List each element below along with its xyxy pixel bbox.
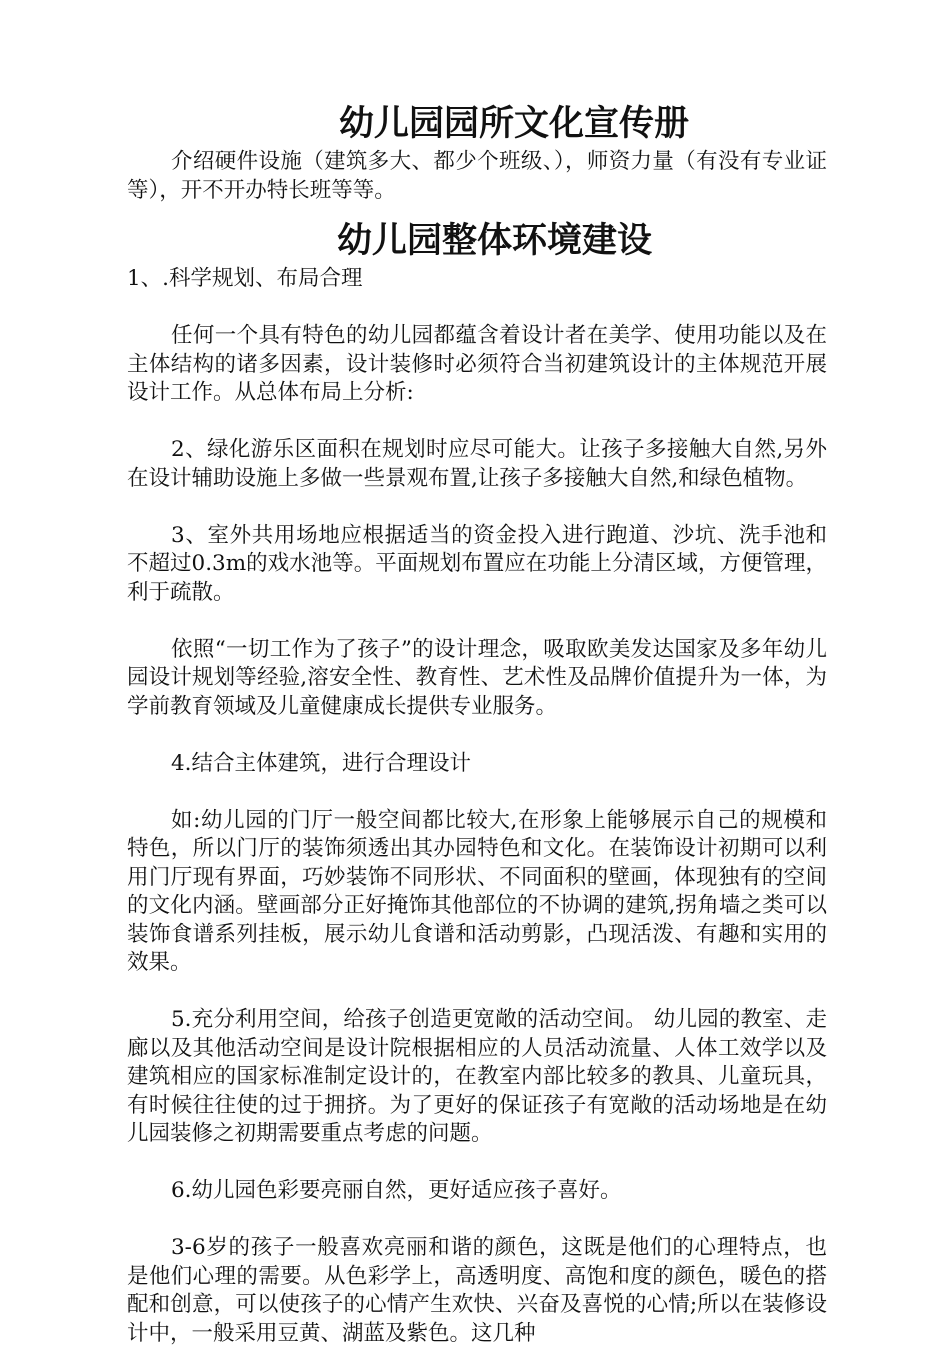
heading-plan-layout: 1、.科学规划、布局合理 <box>127 266 363 291</box>
paragraph-color-psychology: 3-6岁的孩子一般喜欢亮丽和谐的颜色，这既是他们的心理特点，也是他们心理的需要。从色彩学上，高透明度、高饱和度的颜色，暖色的搭配和创意，可以使孩子的心情产生欢快、兴奋及喜悦的心情;所以在装修设计中，一般采用豆黄、湖蓝及紫色。这几种 <box>127 1235 827 1346</box>
paragraph-design-principles: 任何一个具有特色的幼儿园都蕴含着设计者在美学、使用功能以及在主体结构的诸多因素，设计装修时必须符合当初建筑设计的主体规范开展设计工作。从总体布局上分析: <box>127 323 827 405</box>
paragraph-outdoor-space: 3、室外共用场地应根据适当的资金投入进行跑道、沙坑、洗手池和不超过0.3m的戏水池等。平面规划布置应在功能上分清区域，方便管理，利于疏散。 <box>127 522 827 605</box>
paragraph-design-concept: 依照“一切工作为了孩子”的设计理念，吸取欧美发达国家及多年幼儿园设计规划等经验,溶安全性、教育性、艺术性及品牌价值提升为一体，为学前教育领域及儿童健康成长提供专业服务。 <box>127 636 827 719</box>
section-title: 幼儿园整体环境建设 <box>337 221 653 261</box>
document-title: 幼儿园园所文化宣传册 <box>339 104 690 144</box>
paragraph-space-usage: 5.充分利用空间，给孩子创造更宽敞的活动空间。 幼儿园的教室、走廊以及其他活动空间是设计院根据相应的人员活动流量、人体工效学以及建筑相应的国家标准制定设计的，在教室内部比较多的教具、儿童玩具，有时候往往使的过于拥挤。为了更好的保证孩子有宽敞的活动场地是在幼儿园装修之初期需要重点考虑的问题。 <box>127 1007 827 1146</box>
paragraph-entrance-hall: 如:幼儿园的门厅一般空间都比较大,在形象上能够展示自己的规模和特色，所以门厅的装饰须透出其办园特色和文化。在装饰设计初期可以利用门厅现有界面，巧妙装饰不同形状、不同面积的壁画，体现独有的空间的文化内涵。壁画部分正好掩饰其他部位的不协调的建筑,拐角墙之类可以装饰食谱系列挂板，展示幼儿食谱和活动剪影，凸现活泼、有趣和实用的效果。 <box>127 807 827 975</box>
intro-paragraph: 介绍硬件设施（建筑多大、都少个班级、），师资力量（有没有专业证等），开不开办特长班等等。 <box>127 149 827 203</box>
heading-main-building: 4.结合主体建筑，进行合理设计 <box>171 750 472 776</box>
heading-colors: 6.幼儿园色彩要亮丽自然，更好适应孩子喜好。 <box>171 1178 622 1203</box>
paragraph-green-area: 2、绿化游乐区面积在规划时应尽可能大。让孩子多接触大自然,另外在设计辅助设施上多做一些景观布置,让孩子多接触大自然,和绿色植物。 <box>127 437 827 491</box>
document-page <box>127 100 827 1348</box>
